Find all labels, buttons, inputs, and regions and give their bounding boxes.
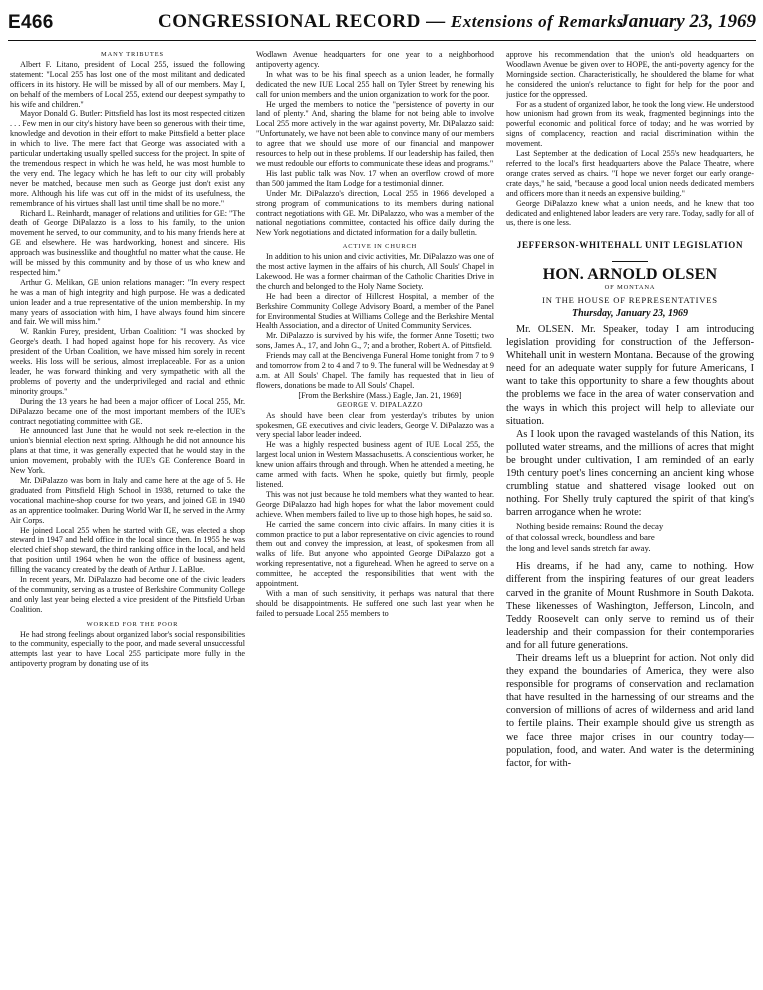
speech-body <box>506 323 754 519</box>
speech-body-continued <box>506 560 754 770</box>
poem-line: Nothing beside remains: Round the decay <box>516 521 664 532</box>
column-3 <box>506 50 754 986</box>
paragraph: Last September at the dedication of Local 255's new headquarters, he referred to the local's first headquarters above the Palace Theatre, where orange crates served as chairs. "I hope we never forget our early orange-crate days," he said, "because a good local union needs dedicated members and officers more than it needs an expensive building." <box>506 149 754 198</box>
speaker-state: OF MONTANA <box>604 284 656 292</box>
paragraph: He had been a director of Hillcrest Hospital, a member of the Berkshire Community College Advisory Board, a member of the Panel for Environmental Studies at Williams College and the Berkshire Mental Health Association, and a director of United Community Services. <box>256 291 494 331</box>
header-rule <box>8 40 756 41</box>
paragraph: He was a highly respected business agent of IUE Local 255, the largest local union in Western Massachusetts. A conscientious worker, he knew union affairs through and through. When he attended a meeting, he came armed with facts. When he spoke, quietly but firmly, people listened. <box>256 440 494 489</box>
issue-date: January 23, 1969 <box>619 11 756 32</box>
section-heading: WORKED FOR THE POOR <box>86 620 179 628</box>
paragraph: His dreams, if he had any, came to nothing. How different from the inspiring features of our great leaders carved in the granite of Mount Rushmore in South Dakota. These likenesses of Washington, Jefferson, Lincoln, and Teddy Roosevelt can only serve to remind us of their leadership and their compassion for their contemporaries and for all future generations. <box>506 561 754 651</box>
paragraph: Richard L. Reinhardt, manager of relations and utilities for GE: "The death of George DiPalazzo is a loss to his family, to the union movement he served, to our community, and to his many friends here at GE and elsewhere. He was hardworking, honest and sincere. His approach was businesslike and thoughtful no matter what the cause. He will be missed by this community and by those of us who knew and respected him." <box>10 208 245 277</box>
poem-line: the long and level sands stretch far away. <box>506 543 651 554</box>
paragraph: He joined Local 255 when he started with GE, was elected a shop steward in 1947 and held office in the local since then. In 1955 he was elected chief shop steward, the third ranking office in the local, and held that position until 1964 when he won the office of business agent, filling the vacancy created by the death of Arthur J. LaBlue. <box>10 525 245 575</box>
paragraph: He urged the members to notice the "persistence of poverty in our land of plenty." And, sharing the blame for not being able to involve Local 255 more actively in the war against poverty, Mr. DiPalazzo said: "Unfortunately, we have not been able to convince many of our members to agree that we should use more of our financial and manpower resources to help out in these problems. If our leadership has failed, then we must redouble our efforts to communicate these ideas and programs." <box>256 99 494 168</box>
publication-title: CONGRESSIONAL RECORD — Extensions of Remarks <box>158 11 624 32</box>
title-rule <box>612 261 648 262</box>
source-subheading: GEORGE V. DIPALAZZO <box>337 400 423 409</box>
paragraph: His last public talk was Nov. 17 when an overflow crowd of more than 500 jammed the Itam Lodge for a testimonial dinner. <box>256 168 494 188</box>
poem-quote <box>506 521 754 554</box>
speaker-name: HON. ARNOLD OLSEN <box>542 266 718 284</box>
paragraph: Arthur G. Melikan, GE union relations manager: "In every respect he was a man of high integrity and high purpose. He was a dedicated union leader and a true representative of the union membership. In my many years of association with him, I have always found him sincere and fair. We will miss him." <box>10 277 245 327</box>
paragraph: During the 13 years he had been a major officer of Local 255, Mr. DiPalazzo became one of the most important members of the IUE's contract negotiating committee with GE. <box>10 396 245 426</box>
paragraph: As should have been clear from yesterday's tributes by union spokesmen, GE executives and civic leaders, George V. DiPalazzo was a very special labor leader indeed. <box>256 410 494 440</box>
source-citation: [From the Berkshire (Mass.) Eagle, Jan. 21, 1969] <box>298 390 462 400</box>
section-heading: ACTIVE IN CHURCH <box>342 243 418 251</box>
section-heading: MANY TRIBUTES <box>100 51 164 58</box>
paragraph: Their dreams left us a blueprint for action. Not only did they expand the boundaries of America, they were also responsible for programs of conservation and reclamation that have resulted in the harnessing of our streams and the conversion of millions of acres of wilderness and arid land to fertile plains. Their example should give us strength as we face three major crises in our country today—population, food, and water. And water is the determining factor, for with- <box>506 653 754 769</box>
paragraph: Mayor Donald G. Butler: Pittsfield has lost its most respected citizen . . . Few men in our city's history have been so generous with their time, knowledge and devotion in their effort to make Pittsfield a better place in which to live. The mere fact that George was associated with a particular undertaking usually spelled success for the project. In spite of the tremendous respect in which he was held, he was most humble to the very end. The legacy which he has left to our city will probably never be matched, because men such as George just don't exist any more. Although his life was cut off in the midst of its usefulness, the remembrance of his virtues shall last until time shall be no more." <box>10 109 245 208</box>
paragraph: Mr. DiPalazzo is survived by his wife, the former Anne Tosetti; two sons, James A., 17, and John G., 7; and a brother, Robert A. of Pittsfield. <box>256 331 494 351</box>
chamber: IN THE HOUSE OF REPRESENTATIVES <box>542 295 718 306</box>
page-header <box>8 12 756 38</box>
column-1 <box>10 50 245 986</box>
paragraph: Mr. OLSEN. Mr. Speaker, today I am introducing legislation providing for construction of the Jefferson-Whitehall unit in western Montana. Because of the growing need for an adequate water supply for future Americans, I want to take this opportunity to share a few thoughts about the problems we face in the area of water conservation and the ways in which this project will help to alleviate our situation. <box>506 323 754 427</box>
paragraph: This was not just because he told members what they wanted to hear. George DiPalazzo had high hopes for what the labor movement could achieve. When members failed to live up to those high hopes, he said so. <box>256 489 494 519</box>
speech-date: Thursday, January 23, 1969 <box>571 308 689 320</box>
article-title: JEFFERSON-WHITEHALL UNIT LEGISLATION <box>516 240 744 251</box>
paragraph: Under Mr. DiPalazzo's direction, Local 255 in 1966 developed a strong program of communications to its members during national contract negotiations with GE. Mr. DiPalazzo, who was a member of the national negotiations committee, contacted his office daily during the New York negotiations and dictated information for a daily bulletin. <box>256 188 494 238</box>
paragraph: He carried the same concern into civic affairs. In many cities it is common practice to put a labor representative on civic agencies to round them out and convey the impression, at least, of spokesmen from all walks of life. But anyone who appointed George DiPalazzo got a working representative, not a figurehead. When he agreed to serve on a committee, he accepted the responsibilities that went with the appointment. <box>256 519 494 589</box>
section-name: Extensions of Remarks <box>450 12 624 31</box>
paragraph: W. Rankin Furey, president, Urban Coalition: "I was shocked by George's death. I had hoped against hope for his recovery. As vice president of the Urban Coalition, we have missed him sorely in recent weeks. His loss will be serious, almost irreplaceable. For as a union leader, he was forward thinking and very sympathetic with all the problems of poverty and the underprivileged and racial and ethnic minority groups." <box>10 327 245 396</box>
paragraph: With a man of such sensitivity, it perhaps was natural that there should be disappointments. He suffered one such last year when he failed to persuade Local 255 members to <box>256 588 494 618</box>
paragraph: As I look upon the ravaged wastelands of this Nation, its polluted water streams, and the millions of acres that might be brought under cultivation, I am reminded of an early 19th century poet's lines concerning an ancient king whose crumbling statue and shattered visage looked out on nothing. For Shelly truly captured the spirit of that king's barren arrogance when he wrote: <box>506 428 754 519</box>
paragraph: Albert F. Litano, president of Local 255, issued the following statement: "Local 255 has lost one of the most militant and dedicated officers in its history. He will be missed by all of our members. May I, on behalf of the members of Local 255, extend our deepest sympathy to his wife and children." <box>10 59 245 109</box>
page-number: E466 <box>8 12 54 33</box>
paragraph: He had strong feelings about organized labor's social responsibilities to the community, especially to the poor, and made several unsuccessful attempts last year to have Local 255 participate more fully in the antipoverty program by donating use of its <box>10 629 245 669</box>
column-2 <box>256 50 494 986</box>
paragraph: approve his recommendation that the union's old headquarters on Woodlawn Avenue be given over to HOPE, the anti-poverty agency for the Morningside section. Characteristically, he shouldered the blame for what he considered the union's reluctance to fight for help for the poor and justice for the oppressed. <box>506 50 754 99</box>
paragraph: George DiPalazzo knew what a union needs, and he knew that too dedicated and enlightened labor leaders are very rare. Today, sadly for all of us, there is one less. <box>506 198 754 228</box>
paragraph: For as a student of organized labor, he took the long view. He understood how unionism had grown from its weak, fragmented beginnings into the powerful economic and political force of today; and he was worried by signs of complacency, reaction and racial discrimination within the movement. <box>506 99 754 149</box>
paragraph: In recent years, Mr. DiPalazzo had become one of the civic leaders of the community, serving as a trustee of Berkshire Community College and only last year being elected a vice president of the Pittsfield Urban Coalition. <box>10 575 245 614</box>
poem-line: of that colossal wreck, boundless and bare <box>506 532 655 543</box>
paragraph: Wodlawn Avenue headquarters for one year to a neighborhood antipoverty agency. <box>256 50 494 69</box>
paragraph: In what was to be his final speech as a union leader, he formally dedicated the new IUE Local 255 hall on Tyler Street by renewing his call for union members and the union organization to work for the poor. <box>256 69 494 99</box>
paragraph: He announced last June that he would not seek re-election in the union's biennial election next spring. Although he did not announce his plans at that time, it was generally expected that he would stay in the union movement, probably with the IUE's GE Conference Board in New York. <box>10 426 245 476</box>
paragraph: In addition to his union and civic activities, Mr. DiPalazzo was one of the most active laymen in the affairs of his church, All Souls' Chapel in Lakewood. He was a former chairman of the Catholic Charities Drive in the church and belonged to the Holy Name Society. <box>256 252 494 291</box>
paragraph: Friends may call at the Bencivenga Funeral Home tonight from 7 to 9 and tomorrow from 2 to 4 and 7 to 9. The funeral will be Wednesday at 9 a.m. at All Souls' Chapel. The family has requested that in lieu of flowers, donations be made to All Souls' Chapel. <box>256 351 494 390</box>
paragraph: Mr. DiPalazzo was born in Italy and came here at the age of 5. He graduated from Pittsfield High School in 1938, returned to take the vocational machine-shop course for two years, and joined GE in 1940 as an apprentice toolmaker. During World War II, he served in the Army Air Corps. <box>10 475 245 525</box>
